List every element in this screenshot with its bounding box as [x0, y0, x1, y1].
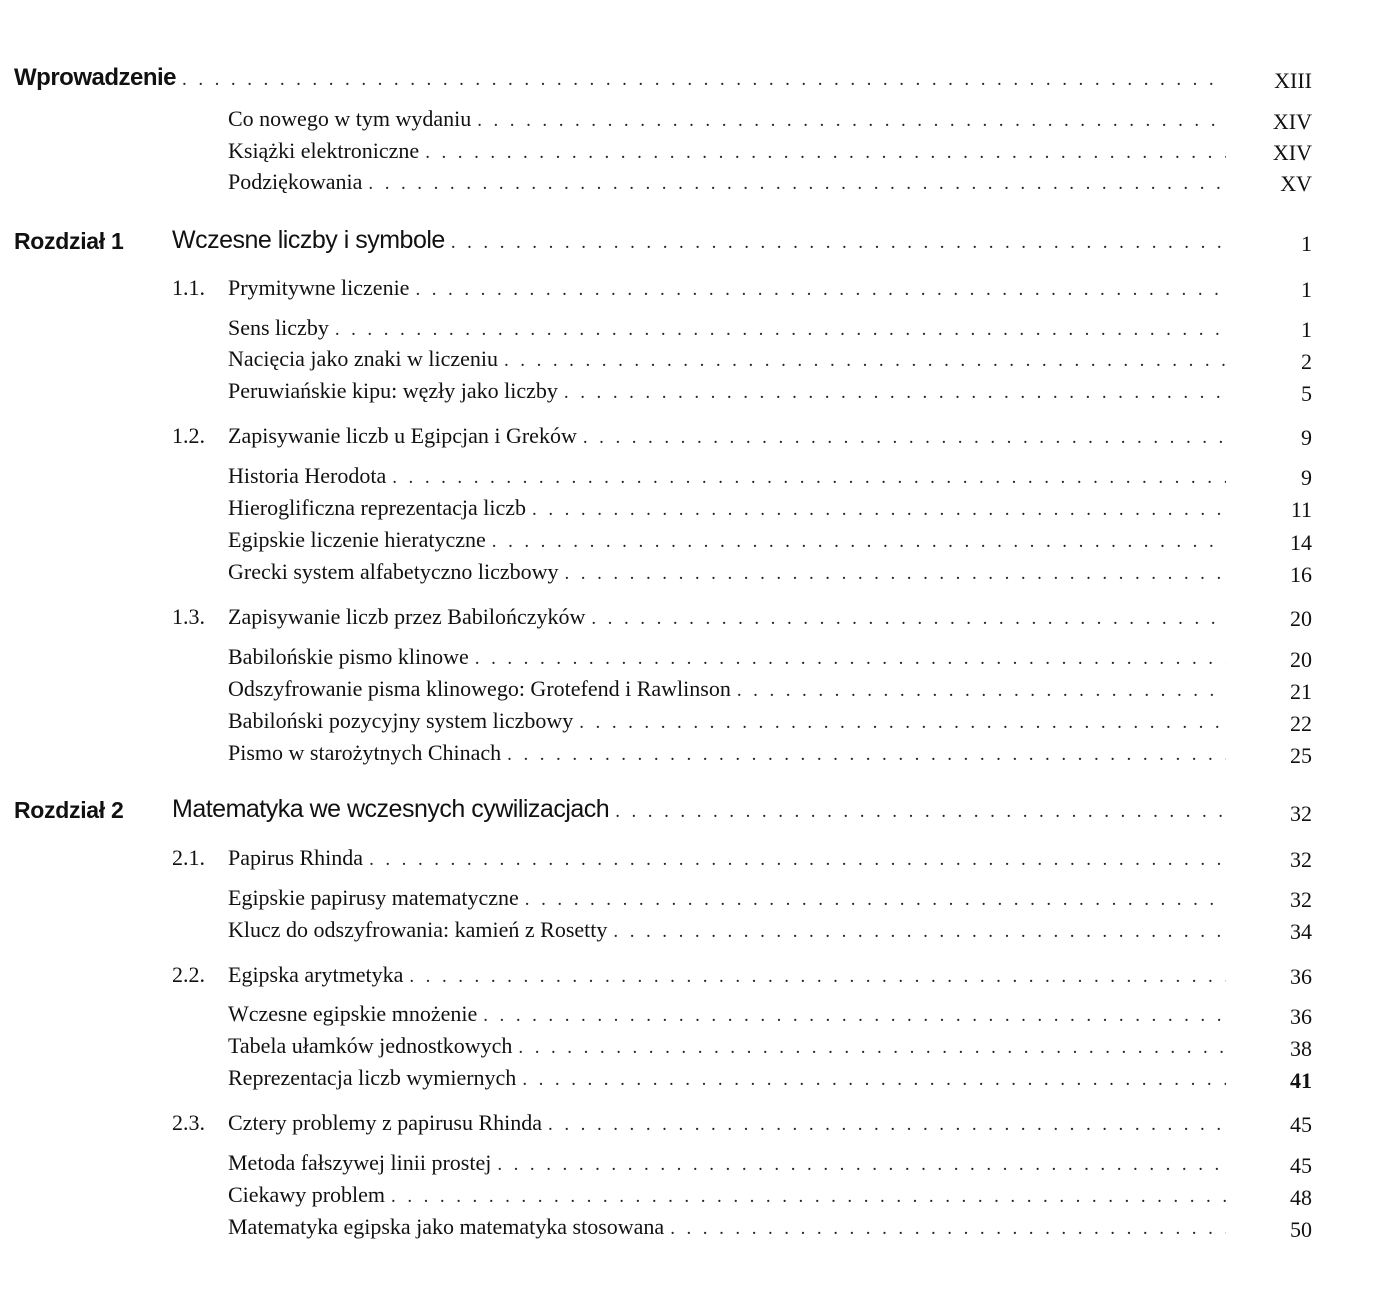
- entry-page: 5: [1301, 381, 1312, 406]
- dot-leader: [532, 499, 1226, 521]
- entry-title: Grecki system alfabetyczno liczbowy: [228, 559, 559, 584]
- dot-leader: [507, 744, 1226, 766]
- entry-title: Sens liczby: [228, 315, 329, 340]
- entry-page: 20: [1290, 647, 1312, 672]
- dot-leader: [564, 382, 1226, 404]
- toc-entry: [228, 495, 1226, 521]
- dot-leader: [522, 1069, 1226, 1091]
- entry-title: Pismo w starożytnych Chinach: [228, 740, 502, 765]
- entry-title: Co nowego w tym wydaniu: [228, 106, 472, 131]
- dot-leader: [391, 1186, 1226, 1208]
- entry-title: Egipskie liczenie hieratyczne: [228, 527, 486, 552]
- dot-leader: [579, 712, 1226, 734]
- dot-leader: [368, 173, 1226, 195]
- entry-page: 1: [1301, 317, 1312, 342]
- section-page: 45: [1290, 1112, 1312, 1137]
- dot-leader: [475, 648, 1226, 670]
- entry-page: 11: [1290, 497, 1312, 522]
- entry-title: Reprezentacja liczb wymiernych: [228, 1065, 517, 1090]
- entry-title: Podziękowania: [228, 169, 363, 194]
- chapter-title: Wczesne liczby i symbole: [172, 226, 445, 254]
- toc-intro-heading: [14, 64, 1226, 92]
- section-title: Egipska arytmetyka: [228, 962, 404, 987]
- dot-leader: [525, 889, 1226, 911]
- section-page: 9: [1301, 425, 1312, 450]
- entry-title: Odszyfrowanie pisma klinowego: Grotefend i Rawlinson: [228, 676, 731, 701]
- intro-title: Wprowadzenie: [14, 64, 177, 91]
- toc-section: [228, 1110, 1226, 1136]
- section-title: Zapisywanie liczb przez Babilończyków: [228, 604, 586, 629]
- section-number: 2.3.: [172, 1110, 205, 1135]
- dot-leader: [369, 849, 1226, 871]
- toc-entry: [228, 917, 1226, 943]
- section-page: 20: [1290, 606, 1312, 631]
- entry-title: Historia Herodota: [228, 463, 387, 488]
- dot-leader: [613, 921, 1226, 943]
- dot-leader: [583, 427, 1226, 449]
- toc-section: [228, 423, 1226, 449]
- section-title: Zapisywanie liczb u Egipcjan i Greków: [228, 423, 577, 448]
- toc-entry: [228, 1065, 1226, 1091]
- intro-page: XIII: [1274, 68, 1312, 93]
- entry-page: 21: [1290, 679, 1312, 704]
- entry-title: Matematyka egipska jako matematyka stosowana: [228, 1214, 665, 1239]
- dot-leader: [518, 1037, 1226, 1059]
- toc-section: [228, 845, 1226, 871]
- chapter-title: Matematyka we wczesnych cywilizacjach: [172, 795, 610, 823]
- dot-leader: [415, 279, 1226, 301]
- toc-entry: [228, 106, 1226, 132]
- section-title: Papirus Rhinda: [228, 845, 364, 870]
- dot-leader: [670, 1218, 1226, 1240]
- entry-page: XIV: [1272, 109, 1312, 134]
- entry-page: 45: [1290, 1153, 1312, 1178]
- toc-entry: [228, 346, 1226, 372]
- entry-title: Tabela ułamków jednostkowych: [228, 1033, 513, 1058]
- section-page: 32: [1290, 847, 1312, 872]
- section-number: 1.1.: [172, 275, 205, 300]
- toc-entry: [228, 676, 1226, 702]
- dot-leader: [548, 1114, 1226, 1136]
- entry-page: 48: [1290, 1185, 1312, 1210]
- toc-entry: [228, 885, 1226, 911]
- entry-page: 34: [1290, 919, 1312, 944]
- entry-title: Metoda fałszywej linii prostej: [228, 1150, 492, 1175]
- dot-leader: [425, 142, 1226, 164]
- toc-entry: [228, 644, 1226, 670]
- dot-leader: [451, 232, 1226, 254]
- toc-entry: [228, 1001, 1226, 1027]
- section-number: 1.2.: [172, 423, 205, 448]
- dot-leader: [483, 1005, 1226, 1027]
- toc-chapter-heading: [172, 795, 1226, 824]
- toc-entry: [228, 315, 1226, 341]
- dot-leader: [591, 608, 1226, 630]
- toc-entry: [228, 378, 1226, 404]
- entry-page: 25: [1290, 743, 1312, 768]
- entry-page: XV: [1280, 171, 1312, 196]
- entry-page: 16: [1290, 562, 1312, 587]
- toc-section: [228, 604, 1226, 630]
- entry-page: 36: [1290, 1004, 1312, 1029]
- toc-section: [228, 275, 1226, 301]
- entry-title: Nacięcia jako znaki w liczeniu: [228, 346, 498, 371]
- dot-leader: [737, 680, 1226, 702]
- dot-leader: [477, 110, 1226, 132]
- section-number: 1.3.: [172, 604, 205, 629]
- toc-entry: [228, 169, 1226, 195]
- chapter-page: 1: [1301, 231, 1312, 256]
- entry-title: Klucz do odszyfrowania: kamień z Rosetty: [228, 917, 608, 942]
- toc-entry: [228, 527, 1226, 553]
- entry-title: Peruwiańskie kipu: węzły jako liczby: [228, 378, 558, 403]
- toc-entry: [228, 740, 1226, 766]
- entry-page: 9: [1301, 465, 1312, 490]
- entry-page: 38: [1290, 1036, 1312, 1061]
- entry-title: Egipskie papirusy matematyczne: [228, 885, 519, 910]
- toc-chapter-heading: [172, 226, 1226, 255]
- chapter-page: 32: [1290, 801, 1312, 826]
- section-page: 36: [1290, 964, 1312, 989]
- section-title: Prymitywne liczenie: [228, 275, 410, 300]
- toc-entry: [228, 1214, 1226, 1240]
- entry-title: Ciekawy problem: [228, 1182, 386, 1207]
- toc-entry: [228, 1033, 1226, 1059]
- section-page: 1: [1301, 277, 1312, 302]
- section-number: 2.1.: [172, 845, 205, 870]
- entry-title: Wczesne egipskie mnożenie: [228, 1001, 478, 1026]
- chapter-label: Rozdział 2: [14, 797, 124, 823]
- entry-title: Hieroglificzna reprezentacja liczb: [228, 495, 527, 520]
- toc-entry: [228, 1150, 1226, 1176]
- dot-leader: [335, 319, 1226, 341]
- dot-leader: [409, 966, 1226, 988]
- entry-page: 2: [1301, 349, 1312, 374]
- dot-leader: [497, 1154, 1226, 1176]
- dot-leader: [615, 801, 1226, 823]
- entry-page: XIV: [1272, 140, 1312, 165]
- toc-section: [228, 962, 1226, 988]
- section-number: 2.2.: [172, 962, 205, 987]
- dot-leader: [564, 563, 1226, 585]
- entry-page: 32: [1290, 887, 1312, 912]
- toc-entry: [228, 1182, 1226, 1208]
- entry-page: 41: [1290, 1068, 1312, 1093]
- entry-page: 22: [1290, 711, 1312, 736]
- entry-title: Babilońskie pismo klinowe: [228, 644, 469, 669]
- dot-leader: [492, 531, 1226, 553]
- toc-entry: [228, 138, 1226, 164]
- entry-title: Książki elektroniczne: [228, 138, 420, 163]
- dot-leader: [182, 69, 1226, 91]
- toc-entry: [228, 559, 1226, 585]
- entry-page: 50: [1290, 1217, 1312, 1242]
- dot-leader: [392, 467, 1226, 489]
- entry-title: Babiloński pozycyjny system liczbowy: [228, 708, 574, 733]
- toc-entry: [228, 463, 1226, 489]
- entry-page: 14: [1290, 530, 1312, 555]
- chapter-label: Rozdział 1: [14, 228, 124, 254]
- toc-entry: [228, 708, 1226, 734]
- dot-leader: [504, 350, 1226, 372]
- section-title: Cztery problemy z papirusu Rhinda: [228, 1110, 543, 1135]
